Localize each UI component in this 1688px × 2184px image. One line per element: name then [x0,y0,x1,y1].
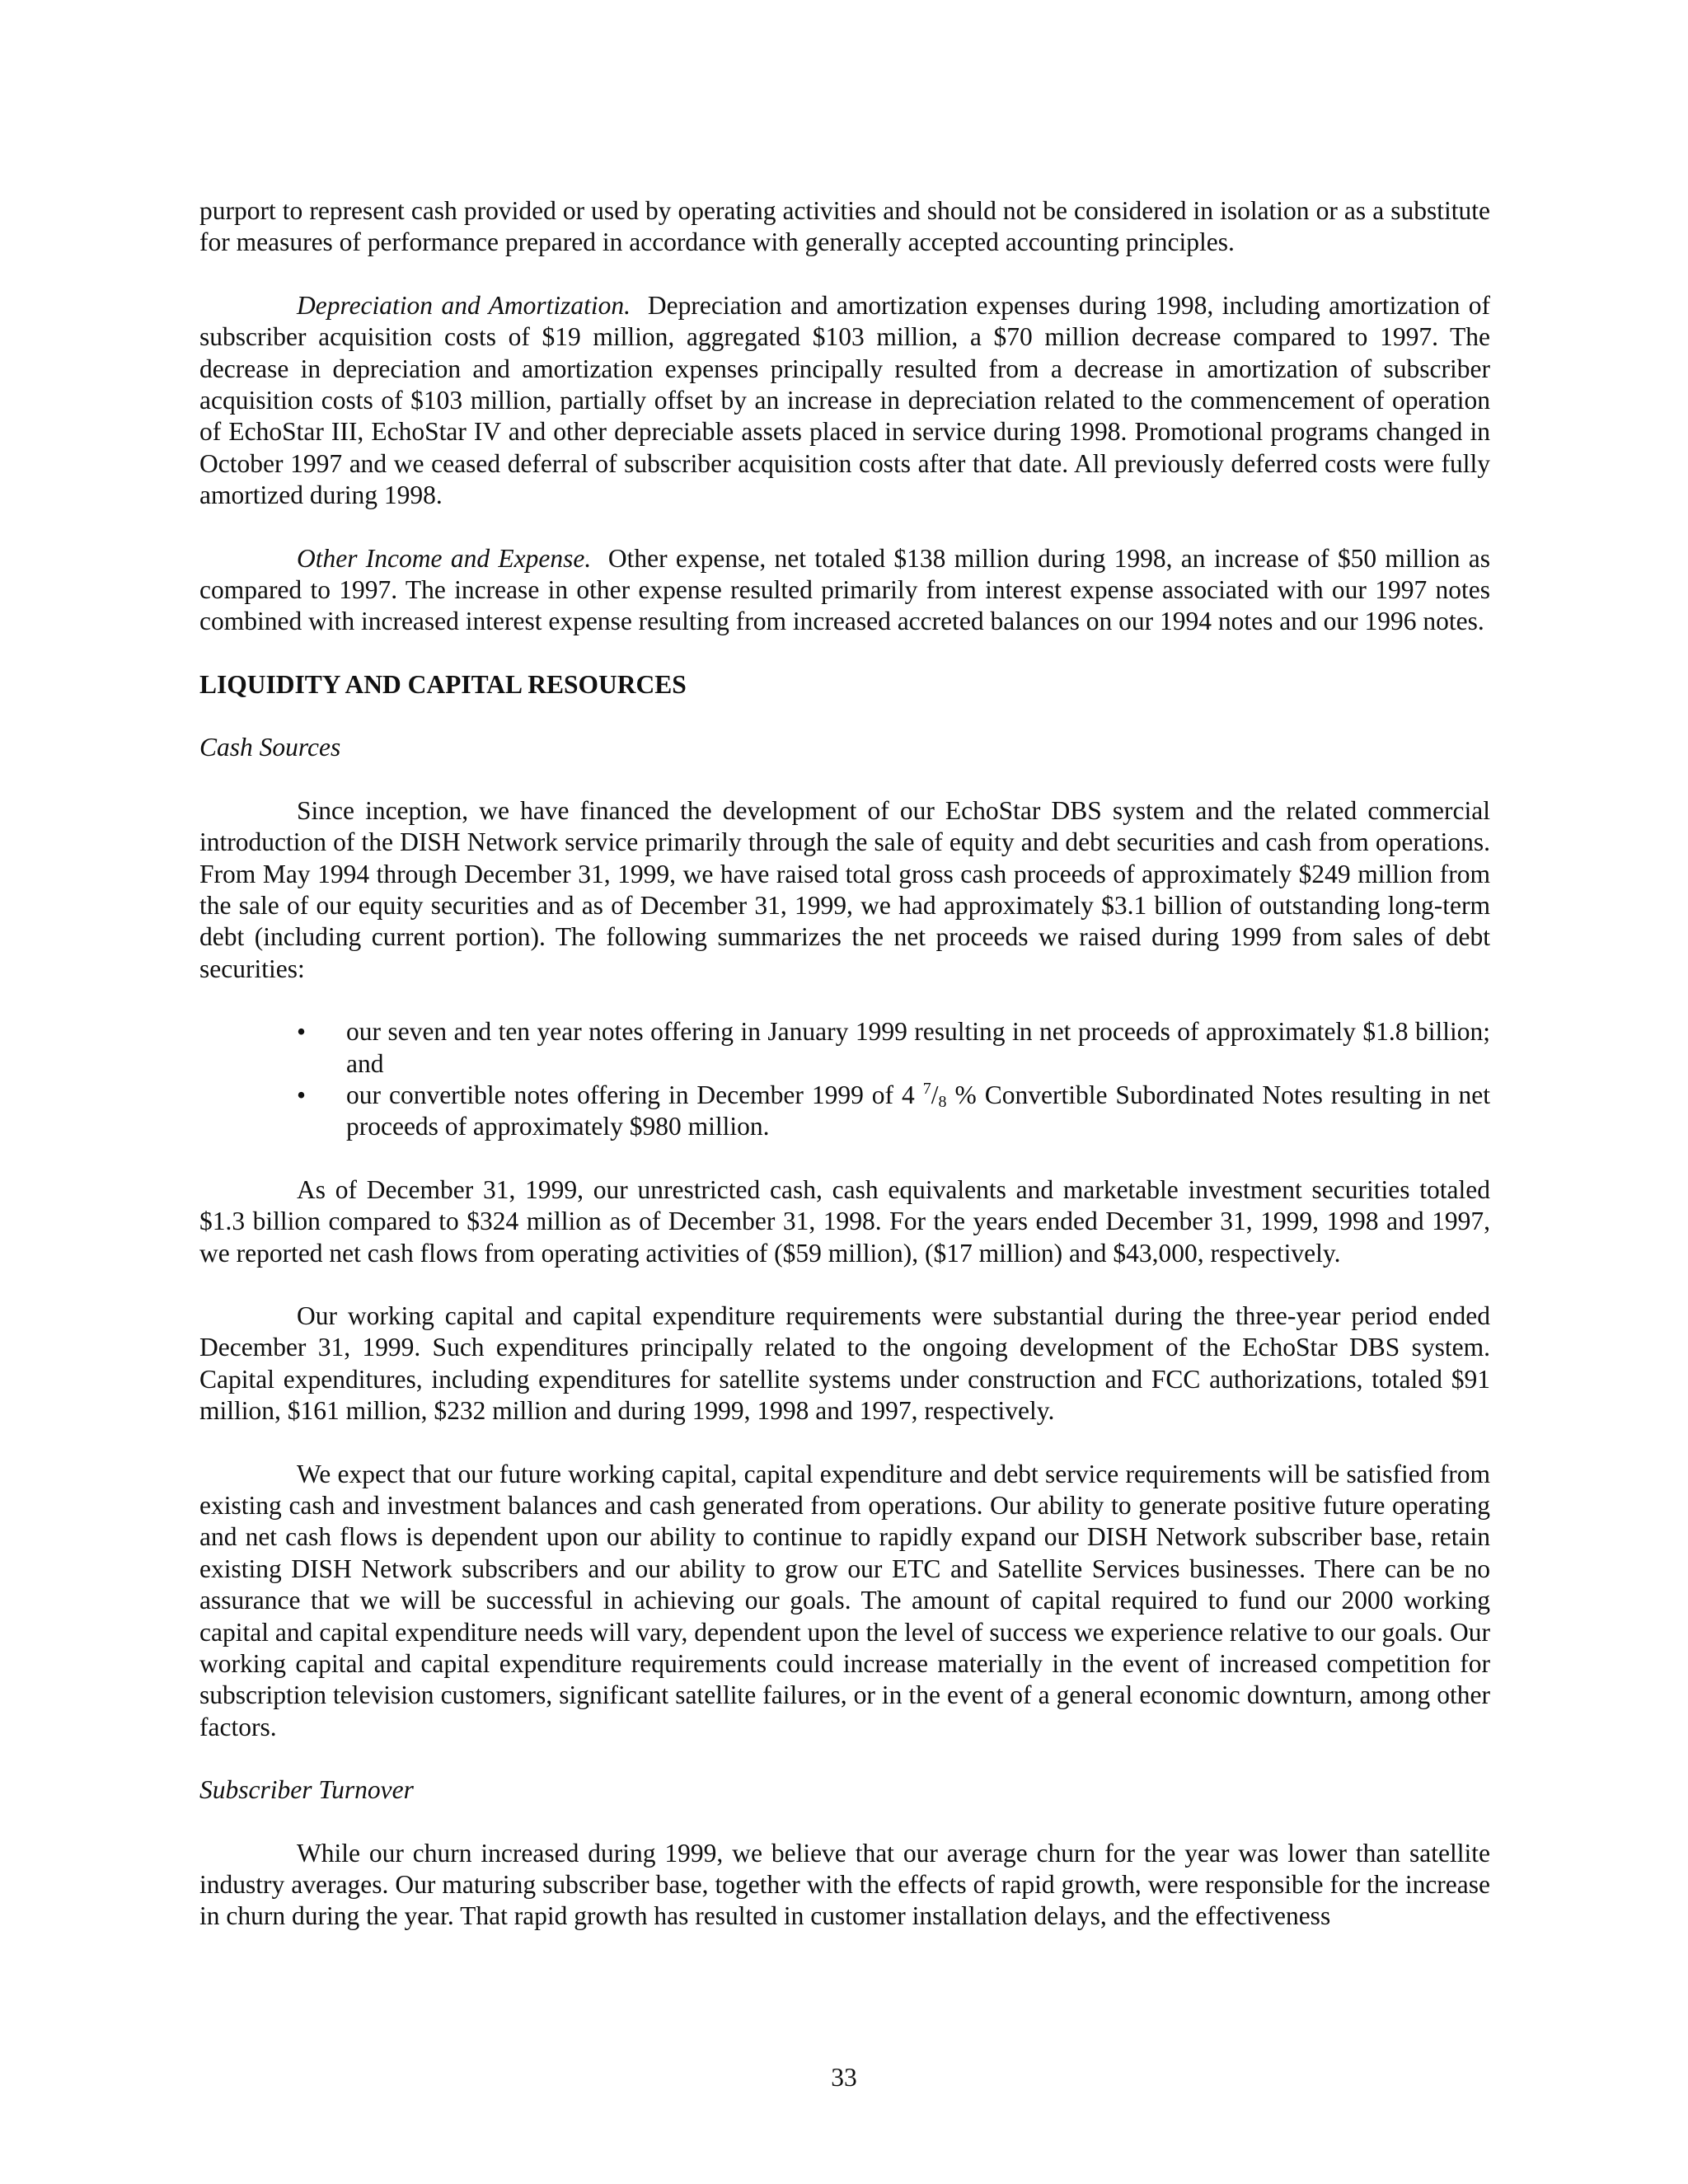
paragraph-working-capital: Our working capital and capital expenditure requirements were substantial during the three-year period ended December 31, 1999. Such expenditures principally related to the ongoing development of the EchoStar DBS system. Capital expenditures, including expenditures for satellite systems under construction and FCC authorizations, totaled $91 million, $161 million, $232 million and during 1999, 1998 and 1997, respectively. [199,1301,1490,1426]
section-heading-liquidity: LIQUIDITY AND CAPITAL RESOURCES [199,669,687,699]
list-item-text-post: % Convertible Subordinated Notes resulting in net proceeds of approximately $980 million. [346,1080,1490,1141]
depreciation-body: Depreciation and amortization expenses during 1998, including amortization of subscriber acquisition costs of $19 million, aggregated $103 million, a $70 million decrease compared to 1997. The decrease in depreciation and amortization expenses principally resulted from a decrease in amortization of subscriber acquisition costs of $103 million, partially offset by an increase in depreciation related to the commencement of operation of EchoStar III, EchoStar IV and other depreciable assets placed in service during 1998. Promotional programs changed in October 1997 and we ceased deferral of subscriber acquisition costs after that date. All previously deferred costs were fully amortized during 1998. [199,290,1491,510]
fraction-numerator: 7 [922,1079,931,1098]
paragraph-as-of: As of December 31, 1999, our unrestricted cash, cash equivalents and marketable investment securities totaled $1.3 billion compared to $324 million as of December 31, 1998. For the years ended December 31, 1999, 1998 and 1997, we reported net cash flows from operating activities of ($59 million), ($17 million) and $43,000, respectively. [199,1174,1490,1268]
paragraph-since-inception: Since inception, we have financed the development of our EchoStar DBS system and the related commercial introduction of the DISH Network service primarily through the sale of equity and debt securities and cash from operations. From May 1994 through December 31, 1999, we have raised total gross cash proceeds of approximately $249 million from the sale of our equity securities and as of December 31, 1999, we had approximately $3.1 billion of outstanding long-term debt (including current portion). The following summarizes the net proceeds we raised during 1999 from sales of debt securities: [199,795,1490,983]
page-number: 33 [831,2063,857,2092]
list-item-text: our seven and ten year notes offering in January 1999 resulting in net proceeds of approximately $1.8 billion; and [346,1017,1490,1078]
paragraph-depreciation [199,290,1490,512]
subheading-subscriber-turnover: Subscriber Turnover [199,1775,414,1805]
paragraph-other-income [199,543,1490,638]
paragraph-churn: While our churn increased during 1999, we believe that our average churn for the year was lower than satellite industry averages. Our maturing subscriber base, together with the effects of rapid growth, were responsible for the increase in churn during the year. That rapid growth has resulted in customer installation delays, and the effectiveness [199,1838,1490,1931]
bullet-icon: • [297,1080,307,1109]
bullet-icon: • [297,1017,307,1047]
page-body [199,195,1490,1933]
depreciation-heading: Depreciation and Amortization. [297,290,631,320]
list-item-text-pre: our convertible notes offering in December 1999 of 4 [346,1080,923,1109]
list-item [199,1080,1490,1143]
other-income-heading: Other Income and Expense. [297,543,592,573]
paragraph-intro: purport to represent cash provided or used by operating activities and should not be considered in isolation or as a substitute for measures of performance prepared in accordance with generally accepted accounting principles. [199,196,1490,257]
other-income-body: Other expense, net totaled $138 million during 1998, an increase of $50 million as compared to 1997. The increase in other expense resulted primarily from interest expense associated with our 1997 notes combined with increased interest expense resulting from increased accreted balances on our 1994 notes and our 1996 notes. [199,543,1490,636]
debt-offerings-list [199,1016,1490,1143]
paragraph-expectations: We expect that our future working capital, capital expenditure and debt service requirements will be satisfied from existing cash and investment balances and cash generated from operations. Our ability to generate positive future operating and net cash flows is dependent upon our ability to continue to rapidly expand our DISH Network subscriber base, retain existing DISH Network subscribers and our ability to grow our ETC and Satellite Services businesses. There can be no assurance that we will be successful in achieving our goals. The amount of capital required to fund our 2000 working capital and capital expenditure needs will vary, dependent upon the level of success we experience relative to our goals. Our working capital and capital expenditure requirements could increase materially in the event of increased competition for subscription television customers, significant satellite failures, or in the event of a general economic downturn, among other factors. [199,1459,1490,1741]
fraction-denominator: 8 [938,1092,947,1111]
list-item [199,1016,1490,1080]
subheading-cash-sources: Cash Sources [199,733,341,762]
fraction-slash: / [931,1080,939,1109]
